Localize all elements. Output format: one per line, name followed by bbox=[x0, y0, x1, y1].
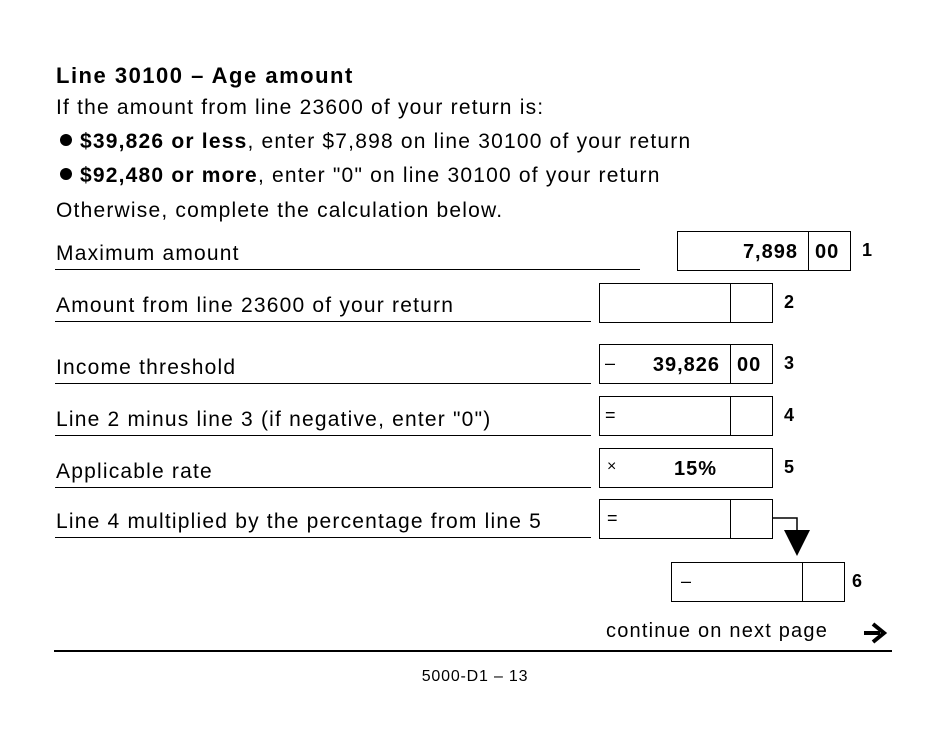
bullet-icon bbox=[60, 168, 72, 180]
minus-symbol: – bbox=[681, 571, 692, 591]
bullet-item-1 bbox=[60, 130, 691, 154]
minus-symbol: – bbox=[605, 353, 616, 373]
cents-divider bbox=[808, 232, 809, 270]
bullet-rest: , enter "0" on line 30100 of your return bbox=[257, 164, 661, 187]
line-3-dollars: 39,826 bbox=[652, 354, 720, 376]
row-label-applicable-rate: Applicable rate bbox=[56, 460, 213, 483]
line-1-dollars: 7,898 bbox=[742, 241, 798, 263]
line-5-rate-field bbox=[599, 448, 773, 488]
bullet-bold: $39,826 or less bbox=[80, 130, 248, 153]
line-number-1: 1 bbox=[862, 240, 873, 260]
line-1-amount-field[interactable] bbox=[677, 231, 851, 271]
underline bbox=[55, 321, 591, 322]
cents-divider bbox=[730, 397, 731, 435]
right-arrow-icon bbox=[862, 621, 890, 645]
line-number-2: 2 bbox=[784, 292, 795, 312]
product-amount-field[interactable] bbox=[599, 499, 773, 539]
row-label-line4-times-rate: Line 4 multiplied by the percentage from line 5 bbox=[56, 510, 542, 533]
page-footer: 5000-D1 – 13 bbox=[421, 668, 529, 685]
bullet-item-2 bbox=[60, 164, 661, 188]
otherwise-text: Otherwise, complete the calculation below. bbox=[56, 199, 504, 222]
row-label-income-threshold: Income threshold bbox=[56, 356, 237, 379]
cents-divider bbox=[802, 563, 803, 601]
line-number-4: 4 bbox=[784, 405, 795, 425]
cents-divider bbox=[730, 345, 731, 383]
continue-text bbox=[606, 620, 828, 643]
line-6-amount-field[interactable] bbox=[671, 562, 845, 602]
equals-symbol: = bbox=[605, 405, 616, 425]
line-2-amount-field[interactable] bbox=[599, 283, 773, 323]
section-heading: Line 30100 – Age amount bbox=[56, 63, 354, 88]
underline bbox=[55, 435, 591, 436]
line-3-cents: 00 bbox=[737, 354, 762, 376]
underline bbox=[55, 269, 640, 270]
line-3-amount-field[interactable] bbox=[599, 344, 773, 384]
underline bbox=[55, 383, 591, 384]
continue-label: continue on next page bbox=[606, 620, 829, 642]
row-label-line2-minus-line3: Line 2 minus line 3 (if negative, enter "0") bbox=[56, 408, 492, 431]
line-number-3: 3 bbox=[784, 353, 795, 373]
bullet-bold: $92,480 or more bbox=[80, 164, 258, 187]
multiply-symbol: × bbox=[607, 458, 617, 475]
footer-divider bbox=[54, 650, 892, 652]
cents-divider bbox=[730, 284, 731, 322]
underline bbox=[55, 537, 591, 538]
underline bbox=[55, 487, 591, 488]
cents-divider bbox=[730, 500, 731, 538]
bullet-rest: , enter $7,898 on line 30100 of your return bbox=[247, 130, 692, 153]
row-label-max-amount: Maximum amount bbox=[56, 242, 240, 265]
down-arrow-icon bbox=[770, 512, 820, 562]
intro-text: If the amount from line 23600 of your return is: bbox=[56, 96, 545, 119]
line-5-rate: 15% bbox=[674, 458, 718, 480]
bullet-icon bbox=[60, 134, 72, 146]
line-1-cents: 00 bbox=[815, 241, 840, 263]
line-4-amount-field[interactable] bbox=[599, 396, 773, 436]
line-number-5: 5 bbox=[784, 457, 795, 477]
line-number-6: 6 bbox=[852, 571, 863, 591]
row-label-line-23600: Amount from line 23600 of your return bbox=[56, 294, 455, 317]
equals-symbol: = bbox=[607, 508, 618, 528]
